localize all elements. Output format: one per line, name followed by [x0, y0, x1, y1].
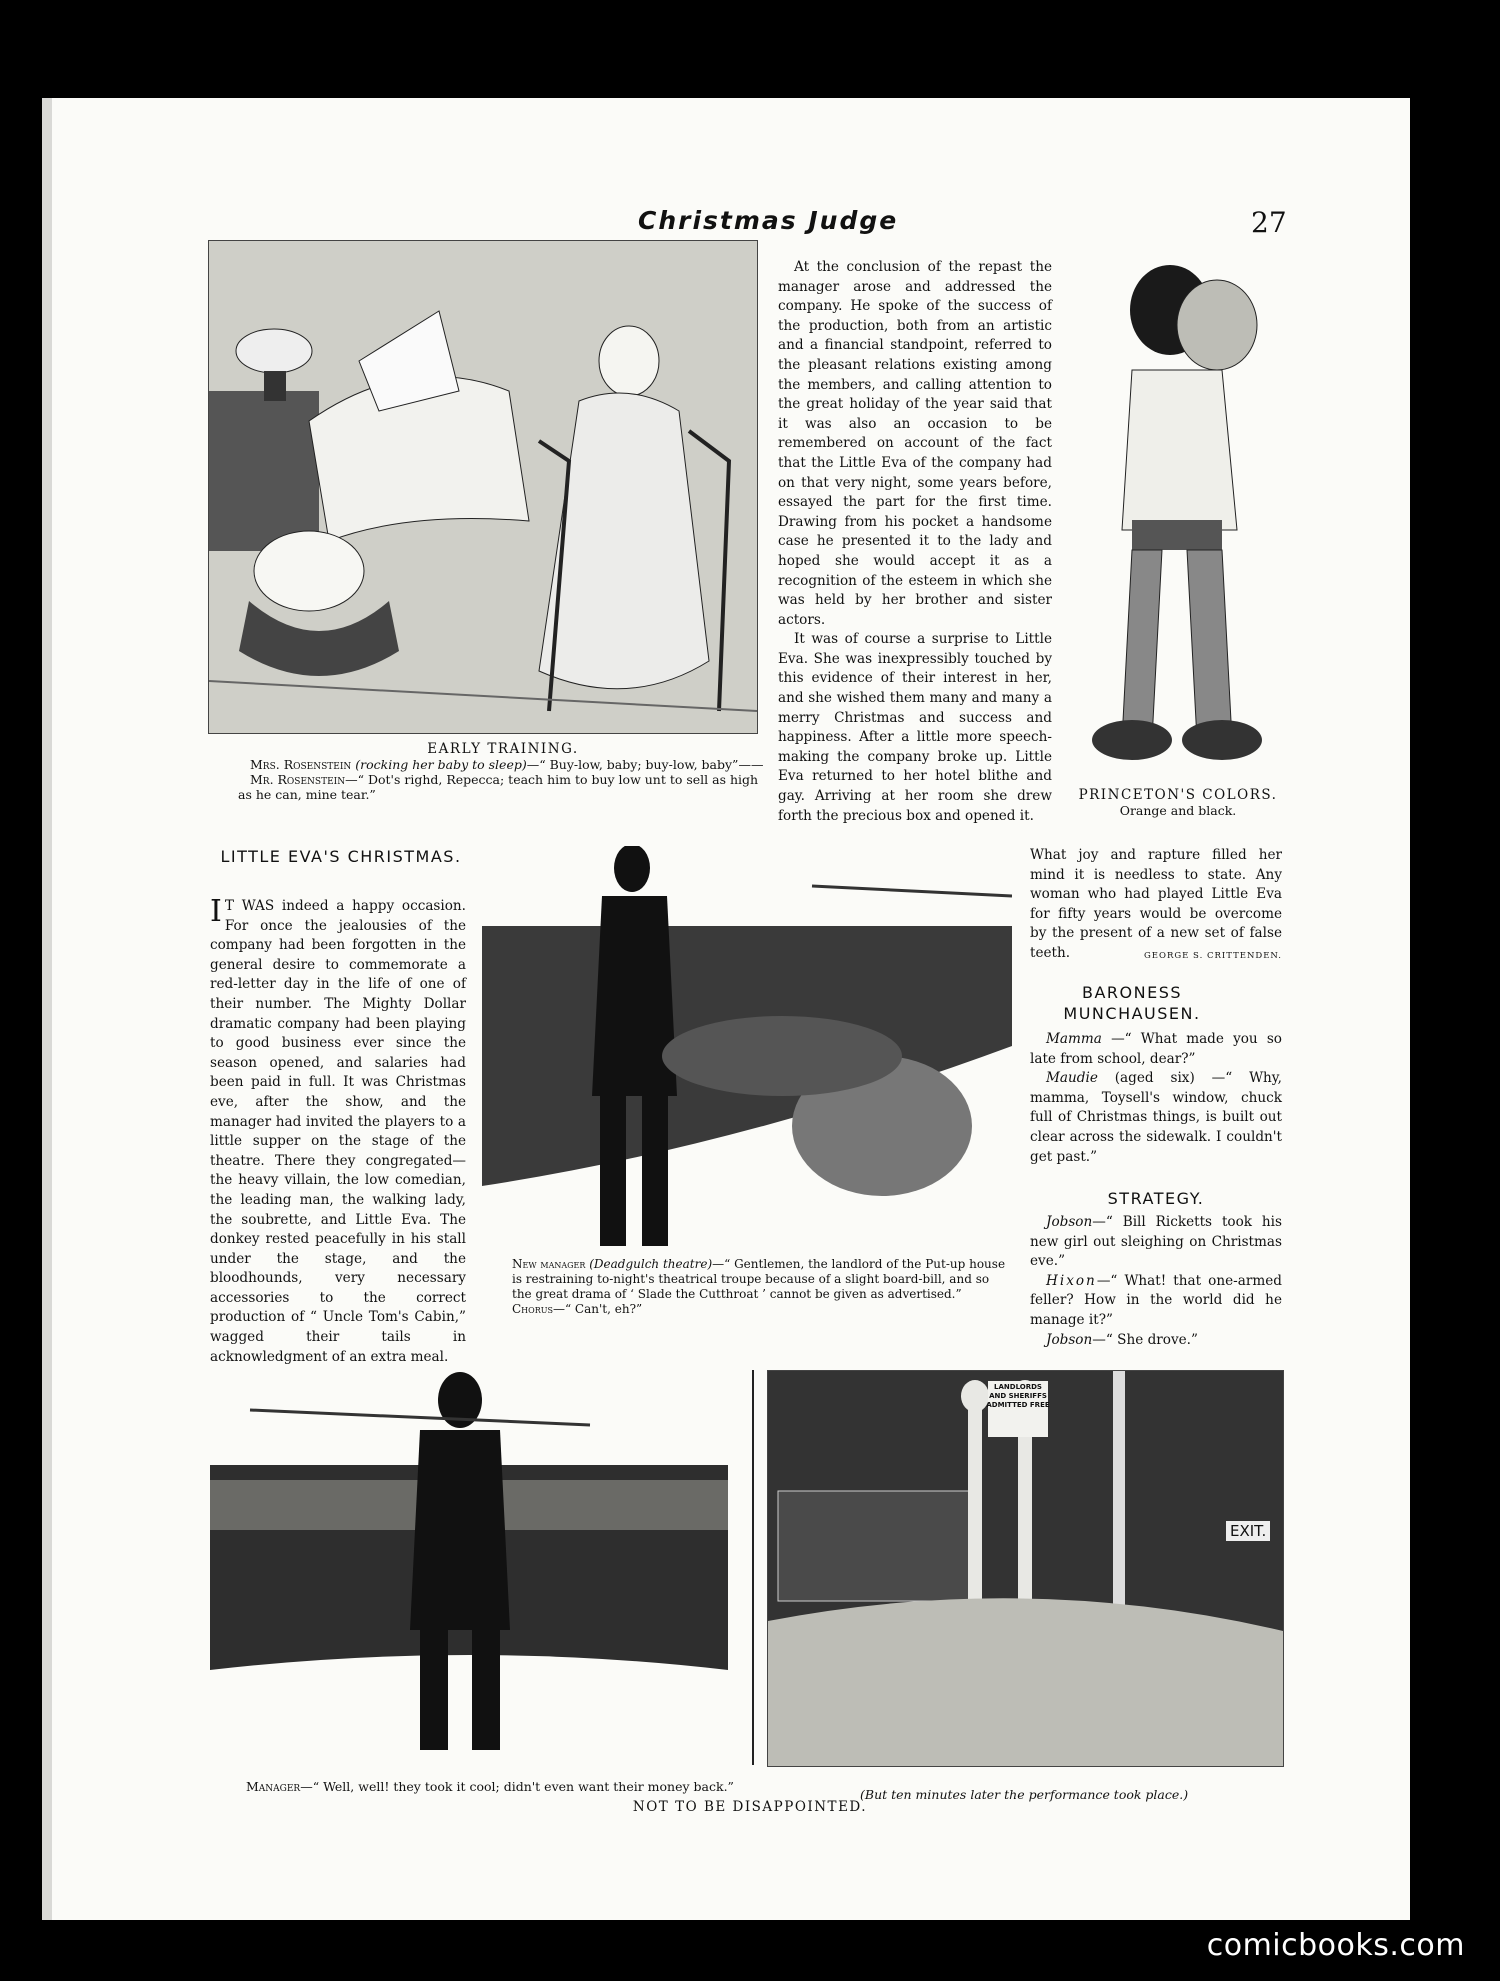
early-training-title: EARLY TRAINING. [427, 741, 579, 757]
mr-rosenstein-line: —“ Dot's righd, Repecca; teach him to buy low unt to sell as high as he can, mine tear.” [238, 772, 759, 802]
new-manager-stage: (Deadgulch theatre) [589, 1257, 713, 1271]
little-eva-heading: LITTLE EVA'S CHRISTMAS. [220, 847, 462, 866]
speaker-mamma: Mamma [1046, 1031, 1102, 1047]
new-manager-illustration [482, 846, 1012, 1268]
early-training-caption [238, 742, 768, 802]
repast-paragraph-1: At the conclusion of the repast the manager arose and addressed the company. He spoke of the success of the production, both from an artistic and a financial standpoint, referred to the pleasant relations existing among the members, and calling attention to the great holiday of the year said that it was also an occasion to be remembered on account of the fact that the Little Eva of the company had on that very night, some years before, essayed the part for the first time. Drawing from his pocket a handsome case he presented it to the lady and hoped she would accept it as a recognition of the esteem in which she was held by her brother and sister actors. [778, 259, 1052, 628]
hanging-illustration [767, 1370, 1284, 1767]
running-head-title: Christmas Judge [638, 206, 899, 235]
mrs-rosenstein-line: —“ Buy-low, baby; buy-low, baby”—— [526, 757, 764, 772]
princeton-caption [1068, 788, 1288, 818]
speaker-jobson: Jobson [1046, 1214, 1093, 1230]
stage-direction: (rocking her baby to sleep) [355, 757, 527, 772]
author-credit: GEORGE S. CRITTENDEN. [1144, 950, 1282, 961]
strategy-line-1: Jobson—“ Bill Ricketts took his new girl out sleighing on Christmas eve.” [1030, 1214, 1282, 1270]
repast-story [778, 258, 1052, 826]
page-edge [42, 98, 52, 1920]
speaker-chorus: Chorus [512, 1302, 553, 1316]
speaker-mr-rosenstein: Mr. Rosenstein [250, 772, 346, 787]
speaker-maudie: Maudie [1046, 1070, 1098, 1087]
manager-line: —“ Well, well! they took it cool; didn't even want their money back.” [300, 1779, 734, 1794]
drop-cap: I [210, 894, 222, 929]
princeton-illustration [1062, 250, 1282, 770]
little-eva-body: indeed a happy occasion. For once the jealousies of the company had been forgotten in the general desire to commemorate a red-letter day in the life of one of their number. The Mighty Dollar dramatic company had been playing to good business ever since the season opened, and salaries had been paid in full. It was Christmas eve, after the show, and the manager had invited the players to a little supper on the stage of the theatre. There they congregated—the heavy villain, the low comedian, the leading man, the walking lady, the soubrette, and Little Eva. The donkey rested peacefully in his stall under the stage, and the bloodhounds, very necessary accessories to the correct production of “ Uncle Tom's Cabin,” wagged their tails in acknowledgment of an extra meal. [210, 898, 467, 1365]
manager-illustration [210, 1370, 728, 1765]
exit-sign: EXIT. [1226, 1521, 1270, 1541]
panel-divider [752, 1370, 754, 1765]
baroness-dialog [1030, 1030, 1282, 1167]
little-eva-story [210, 894, 467, 1367]
landlords-sign: LANDLORDS AND SHERIFFS ADMITTED FREE [986, 1383, 1050, 1409]
manager-caption [216, 1779, 756, 1794]
baroness-line-2: Maudie (aged six) —“ Why, mamma, Toysell's window, chuck full of Christmas things, is built out clear across the sidewalk. I couldn't get past.” [1030, 1070, 1282, 1165]
princeton-subtitle: Orange and black. [1119, 803, 1237, 818]
watermark: comicbooks.com [1206, 1928, 1465, 1963]
ending-paragraph: What joy and rapture filled her mind it is needless to state. Any woman who had played Little Eva for fifty years would be overcome by the present of a new set of false teeth. [1030, 847, 1282, 961]
little-eva-paragraph [210, 894, 467, 1367]
speaker-manager: Manager [246, 1779, 301, 1794]
speaker-hixon: Hixon [1046, 1272, 1097, 1289]
chorus-line: —“ Can't, eh?” [552, 1302, 643, 1316]
hanging-caption: (But ten minutes later the performance took place.) [860, 1787, 1189, 1802]
baroness-heading: BARONESS MUNCHAUSEN. [1063, 983, 1201, 1023]
bottom-title: NOT TO BE DISAPPOINTED. [632, 1799, 868, 1815]
speaker-new-manager: New manager [512, 1257, 586, 1271]
little-eva-ending [1030, 846, 1282, 966]
new-manager-caption [512, 1257, 1012, 1317]
baroness-line-1: Mamma —“ What made you so late from school, dear?” [1030, 1031, 1282, 1067]
strategy-line-2: Hixon—“ What! that one-armed feller? How in the world did he manage it?” [1030, 1272, 1282, 1328]
repast-paragraph-2: It was of course a surprise to Little Eva. She was inexpressibly touched by this evidence of their interest in her, and she wished them many and many a merry Christmas and success and happiness. After a little more speech-making the company broke up. Little Eva returned to her hotel blithe and gay. Arriving at her room she drew forth the precious box and opened it. [778, 631, 1052, 824]
princeton-title: PRINCETON'S COLORS. [1078, 787, 1278, 803]
speaker-mrs-rosenstein: Mrs. Rosenstein [250, 757, 352, 772]
opening-words: T WAS [224, 898, 275, 914]
strategy-line-3: Jobson—“ She drove.” [1046, 1331, 1198, 1348]
early-training-illustration [208, 240, 758, 734]
speaker-jobson-2: Jobson [1046, 1331, 1093, 1348]
page-number: 27 [1251, 206, 1287, 239]
strategy-dialog [1030, 1213, 1282, 1350]
new-manager-line: —“ Gentlemen, the landlord of the Put-up house is restraining to-night's theatrical troupe because of a slight board-bill, and so the great drama of ‘ Slade the Cutthroat ’ cannot be given as advertised.” [512, 1257, 1006, 1301]
strategy-heading: STRATEGY. [1107, 1189, 1205, 1208]
